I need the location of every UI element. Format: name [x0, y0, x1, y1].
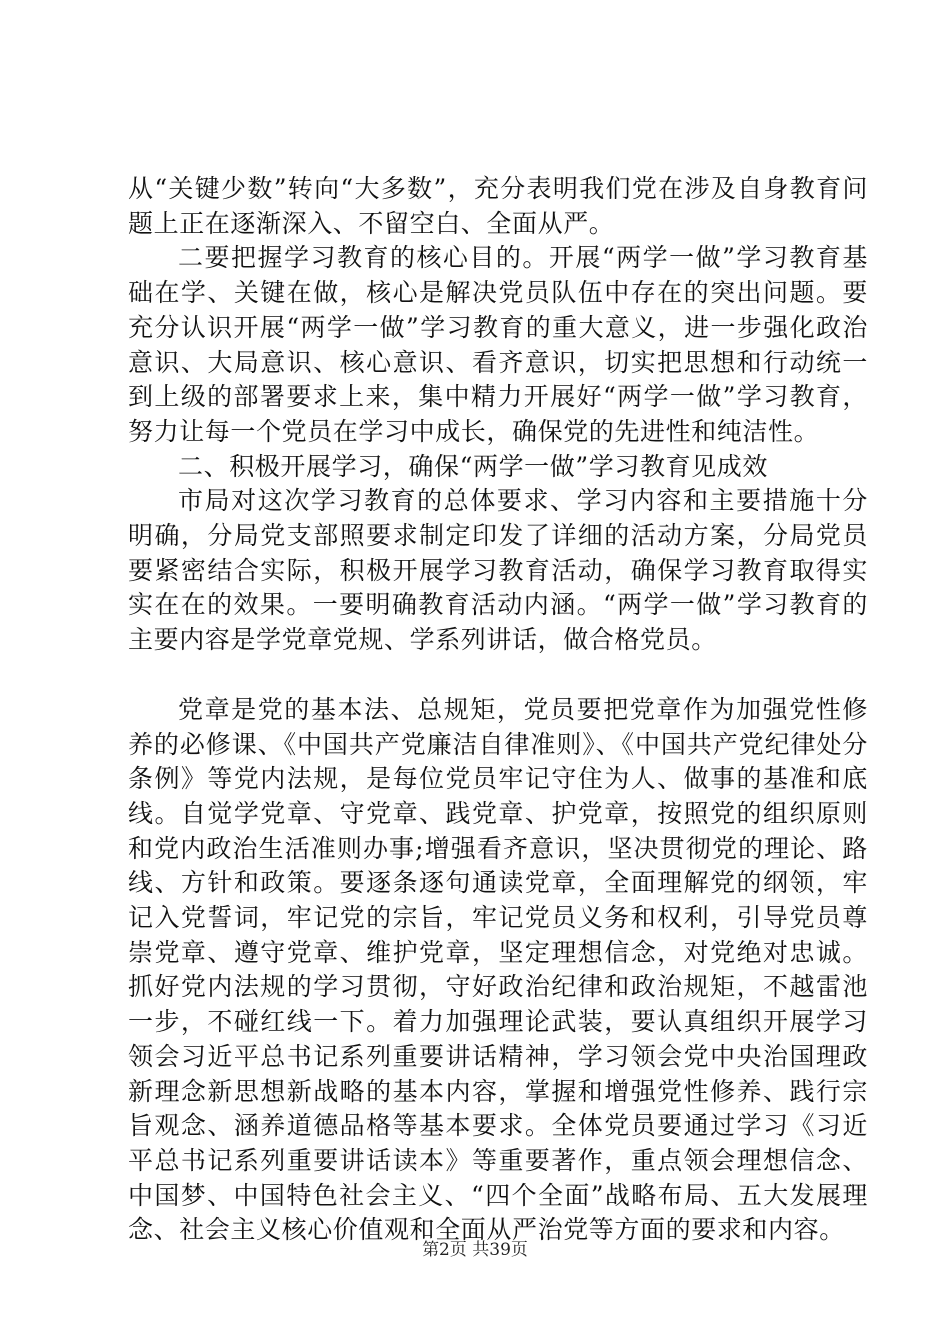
paragraph-party-constitution: 党章是党的基本法、总规矩，党员要把党章作为加强党性修养的必修课、《中国共产党廉洁自律准则》、《中国共产党纪律处分条例》等党内法规，是每位党员牢记守住为人、做事的基准和底线。自觉学党章、守党章、践党章、护党章，按照党的组织原则和党内政治生活准则办事;增强看齐意识，坚决贯彻党的理论、路线、方针和政策。要逐条逐句通读党章，全面理解党的纲领，牢记入党誓词，牢记党的宗旨，牢记党员义务和权利，引导党员尊崇党章、遵守党章、维护党章，坚定理想信念，对党绝对忠诚。抓好党内法规的学习贯彻，守好政治纪律和政治规矩，不越雷池一步，不碰红线一下。着力加强理论武装，要认真组织开展学习领会习近平总书记系列重要讲话精神，学习领会党中央治国理政新理念新思想新战略的基本内容，掌握和增强党性修养、践行宗旨观念、涵养道德品格等基本要求。全体党员要通过学习《习近平总书记系列重要讲话读本》等重要著作，重点领会理想信念、中国梦、中国特色社会主义、“四个全面”战略布局、五大发展理念、社会主义核心价值观和全面从严治党等方面的要求和内容。	[128, 694, 868, 1245]
page-footer: 第2页 共39页	[422, 1240, 528, 1260]
paragraph-continuation: 从“关键少数”转向“大多数”，充分表明我们党在涉及自身教育问题上正在逐渐深入、不留空白、全面从严。	[128, 174, 868, 238]
section-heading-2: 二、积极开展学习，确保“两学一做”学习教育见成效	[178, 451, 768, 481]
paragraph-core-purpose: 二要把握学习教育的核心目的。开展“两学一做”学习教育基础在学、关键在做，核心是解决党员队伍中存在的突出问题。要充分认识开展“两学一做”学习教育的重大意义，进一步强化政治意识、大局意识、核心意识、看齐意识，切实把思想和行动统一到上级的部署要求上来，集中精力开展好“两学一做”学习教育，努力让每一个党员在学习中成长，确保党的先进性和纯洁性。	[128, 243, 868, 446]
document-body	[128, 172, 868, 1248]
paragraph-gap	[128, 658, 868, 693]
paragraph-study-requirements: 市局对这次学习教育的总体要求、学习内容和主要措施十分明确，分局党支部照要求制定印发了详细的活动方案，分局党员要紧密结合实际，积极开展学习教育活动，确保学习教育取得实实在在的效果。一要明确教育活动内涵。“两学一做”学习教育的主要内容是学党章党规、学系列讲话，做合格党员。	[128, 486, 868, 655]
